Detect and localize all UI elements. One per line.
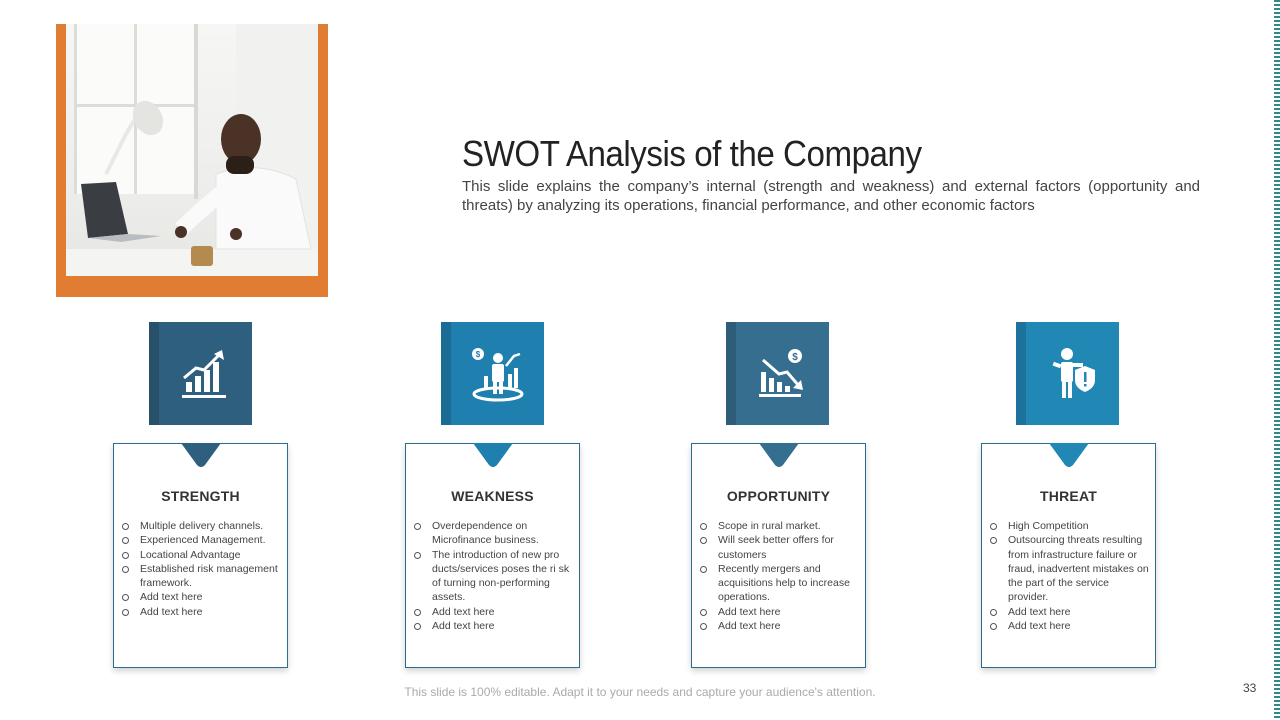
card-heading: OPPORTUNITY <box>726 488 831 504</box>
footer-note: This slide is 100% editable. Adapt it to your needs and capture your audience's attention. <box>404 685 876 699</box>
list-item: Add text here <box>121 605 281 619</box>
list-item: Multiple delivery channels. <box>121 519 281 533</box>
opportunity-icon-box <box>726 322 829 425</box>
page-number: 33 <box>1243 681 1257 695</box>
svg-text:$: $ <box>475 349 480 359</box>
person-shield-icon <box>1043 344 1103 404</box>
businessman-finance-icon <box>468 344 528 404</box>
card-heading: THREAT <box>1040 488 1097 504</box>
card-heading: WEAKNESS <box>451 488 534 504</box>
list-item: Add text here <box>413 619 573 633</box>
list-item: Locational Advantage <box>121 548 281 562</box>
office-photo <box>66 24 318 276</box>
list-item: Add text here <box>989 619 1149 633</box>
list-item: Add text here <box>121 590 281 604</box>
opportunity-card <box>691 443 866 668</box>
list-item: Experienced Management. <box>121 533 281 547</box>
declining-chart-dollar-icon <box>753 344 813 404</box>
list-item: Outsourcing threats resulting from infrastructure failure or fraud, inadvertent mistakes on the part of the service provider. <box>989 533 1149 604</box>
list-item: Scope in rural market. <box>699 519 859 533</box>
card-list <box>699 519 859 633</box>
threat-card <box>981 443 1156 668</box>
list-item: Will seek better offers for customers <box>699 533 859 562</box>
list-item: Overdependence on Microfinance business. <box>413 519 573 548</box>
svg-text:$: $ <box>791 351 798 363</box>
slide-right-border <box>1274 0 1280 720</box>
slide-subtitle: This slide explains the company’s internal (strength and weakness) and external factors (opportunity and threats) by analyzing its operations, financial performance, and other economic factors <box>462 178 1200 214</box>
card-notch-icon <box>1049 443 1089 469</box>
list-item: Add text here <box>699 619 859 633</box>
strength-icon-box <box>149 322 252 425</box>
card-list <box>989 519 1149 633</box>
card-notch-icon <box>181 443 221 469</box>
card-notch-icon <box>759 443 799 469</box>
list-item: Add text here <box>989 605 1149 619</box>
strength-card <box>113 443 288 668</box>
weakness-card <box>405 443 580 668</box>
list-item: Add text here <box>413 605 573 619</box>
list-item: Add text here <box>699 605 859 619</box>
card-heading: STRENGTH <box>161 488 240 504</box>
list-item: Established risk management framework. <box>121 562 281 591</box>
list-item: The introduction of new pro ducts/services poses the ri sk of turning non-performing assets. <box>413 548 573 605</box>
photo-illustration <box>66 24 318 276</box>
photo-frame <box>56 24 328 297</box>
growth-chart-icon <box>176 344 236 404</box>
threat-icon-box <box>1016 322 1119 425</box>
card-list <box>121 519 281 619</box>
weakness-icon-box <box>441 322 544 425</box>
list-item: High Competition <box>989 519 1149 533</box>
card-list <box>413 519 573 633</box>
card-notch-icon <box>473 443 513 469</box>
slide-title: SWOT Analysis of the Company <box>462 133 922 174</box>
list-item: Recently mergers and acquisitions help to increase operations. <box>699 562 859 605</box>
